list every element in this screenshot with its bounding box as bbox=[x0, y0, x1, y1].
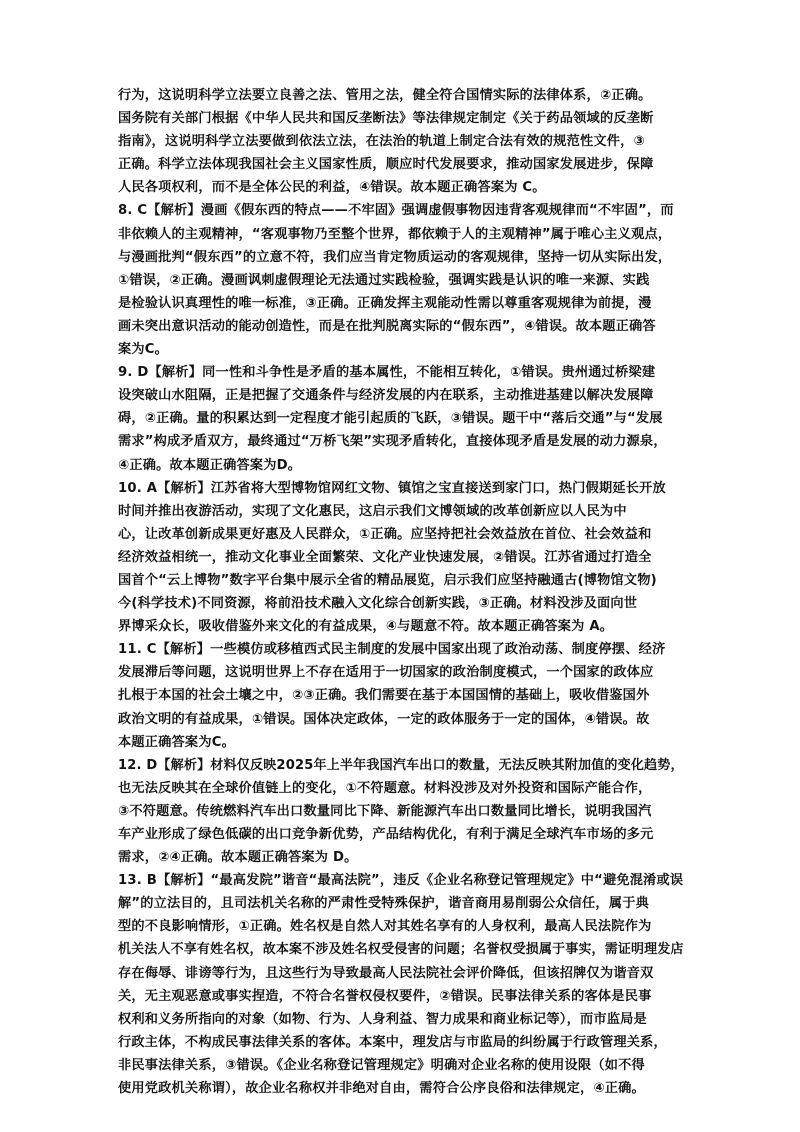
text-line: 非依赖人的主观精神，“客观事物乃至整个世界，都依赖于人的主观精神”属于唯心主义观点， bbox=[118, 226, 672, 242]
text-line: 指南》，这说明科学立法要做到依法立法，在法治的轨道上制定合法有效的规范性文件，③ bbox=[118, 134, 645, 150]
paragraph-answer-8 bbox=[118, 199, 684, 361]
text-line: 与漫画批判“假东西”的立意不符，我们应当肯定物质运动的客观规律，坚持一切从实际出发， bbox=[118, 249, 672, 265]
text-line: 政治文明的有益成果，①错误。国体决定政体，一定的政体服务于一定的国体，④错误。故 bbox=[118, 711, 650, 727]
text-line: 10. A【解析】江苏省将大型博物馆网红文物、镇馆之宝直接送到家门口，热门假期延长开放 bbox=[118, 480, 666, 496]
text-line: 8. C【解析】漫画《假东西的特点——不牢固》强调虚假事物因违背客观规律而“不牢固”，而 bbox=[118, 203, 674, 219]
text-line: 车产业形成了绿色低碳的出口竞争新优势，产品结构优化，有利于满足全球汽车市场的多元 bbox=[118, 827, 654, 842]
text-line: 非民事法律关系，③错误。《企业名称登记管理规定》明确对企业名称的使用设限（如不得 bbox=[118, 1057, 645, 1073]
text-line: 关，无主观恶意或事实捏造，不符合名誉权侵权要件，②错误。民事法律关系的客体是民事 bbox=[118, 988, 652, 1004]
text-line: 13. B【解析】“最高发院”谐音“最高法院”，违反《企业名称登记管理规定》中“避免混淆或误 bbox=[118, 873, 684, 889]
text-line: 时间并推出夜游活动，实现了文化惠民，这启示我们文博领域的改革创新应以人民为中 bbox=[118, 503, 627, 519]
text-line: 界博采众长，吸收借鉴外来文化的有益成果，④与题意不符。故本题正确答案为 A。 bbox=[118, 619, 614, 635]
text-line: 画未突出意识活动的能动创造性，而是在批判脱离实际的“假东西”，④错误。故本题正确答 bbox=[118, 318, 656, 334]
text-line: 12. D【解析】材料仅反映2025年上半年我国汽车出口的数量，无法反映其附加值的变化趋势， bbox=[118, 757, 684, 773]
text-line: 正确。科学立法体现我国社会主义国家性质，顺应时代发展要求，推动国家发展进步，保障 bbox=[118, 157, 654, 173]
text-line: 碍，②正确。量的积累达到一定程度才能引起质的飞跃，③错误。题干中“落后交通”与“发展 bbox=[118, 411, 663, 427]
text-line: 也无法反映其在全球价值链上的变化，①不符题意。材料没涉及对外投资和国际产能合作， bbox=[118, 780, 652, 796]
paragraph-answer-11 bbox=[118, 638, 684, 753]
text-line: 案为C。 bbox=[118, 342, 169, 358]
paragraph-answer-13 bbox=[118, 869, 684, 1100]
paragraph-answer-12 bbox=[118, 754, 684, 869]
text-line: 权利和义务所指向的对象（如物、行为、人身利益、智力成果和商业标记等），而市监局是 bbox=[118, 1011, 647, 1027]
text-line: 是检验认识真理性的唯一标准，③正确。正确发挥主观能动性需以尊重客观规律为前提，漫 bbox=[118, 295, 652, 311]
paragraph-answer-7-continuation bbox=[118, 84, 684, 199]
text-line: 今(科学技术)不同资源，将前沿技术融入文化综合创新实践，③正确。材料没涉及面向世 bbox=[118, 596, 638, 612]
text-line: 经济效益相统一，推动文化事业全面繁荣、文化产业快速发展，②错误。江苏省通过打造全 bbox=[118, 549, 652, 565]
text-line: 发展滞后等问题，这说明世界上不存在适用于一切国家的政治制度模式，一个国家的政体应 bbox=[118, 665, 654, 681]
text-line: 9. D【解析】同一性和斗争性是矛盾的基本属性，不能相互转化，①错误。贵州通过桥梁建 bbox=[118, 365, 656, 381]
text-line: 11. C【解析】一些模仿或移植西式民主制度的发展中国家出现了政治动荡、制度停摆、经济 bbox=[118, 642, 666, 658]
text-line: 行为，这说明科学立法要立良善之法、管用之法，健全符合国情实际的法律体系，②正确。 bbox=[118, 88, 652, 103]
text-line: 存在侮辱、诽谤等行为，且这些行为导致最高人民法院社会评价降低，但该招牌仅为谐音双 bbox=[118, 965, 654, 981]
text-line: 机关法人不享有姓名权，故本案不涉及姓名权受侵害的问题；名誉权受损属于事实，需证明理发店 bbox=[118, 942, 684, 958]
text-line: 扎根于本国的社会土壤之中，②③正确。我们需要在基于本国国情的基础上，吸收借鉴国外 bbox=[118, 688, 650, 704]
document-body bbox=[118, 84, 684, 1100]
text-line: 需求，②④正确。故本题正确答案为 D。 bbox=[118, 850, 358, 866]
text-line: 解”的立法目的，且司法机关名称的严肃性受特殊保护，谐音商用易削弱公众信任，属于典 bbox=[118, 896, 649, 912]
text-line: 型的不良影响情形，①正确。姓名权是自然人对其姓名享有的人身权利，最高人民法院作为 bbox=[118, 919, 652, 935]
text-line: 使用党政机关称谓），故企业名称权并非绝对自由，需符合公序良俗和法律规定，④正确。 bbox=[118, 1081, 645, 1097]
text-line: 设突破山水阻隔，正是把握了交通条件与经济发展的内在联系，主动推进基建以解决发展障 bbox=[118, 388, 654, 404]
text-line: 行政主体，不构成民事法律关系的客体。本案中，理发店与市监局的纠纷属于行政管理关系， bbox=[118, 1034, 667, 1050]
text-line: 国首个“云上博物”数字平台集中展示全省的精品展览，启示我们应坚持融通古(博物馆文物) bbox=[118, 572, 657, 588]
text-line: ③不符题意。传统燃料汽车出口数量同比下降、新能源汽车出口数量同比增长，说明我国汽 bbox=[118, 803, 652, 819]
text-line: 本题正确答案为C。 bbox=[118, 734, 235, 750]
text-line: ①错误，②正确。漫画讽刺虚假理论无法通过实践检验，强调实践是认识的唯一来源、实践 bbox=[118, 272, 650, 288]
paragraph-answer-10 bbox=[118, 477, 684, 639]
text-line: 心，让改革创新成果更好惠及人民群众，①正确。应坚持把社会效益放在首位、社会效益和 bbox=[118, 526, 652, 542]
paragraph-answer-9 bbox=[118, 361, 684, 476]
text-line: ④正确。故本题正确答案为D。 bbox=[118, 457, 302, 473]
text-line: 国务院有关部门根据《中华人民共和国反垄断法》等法律规定制定《关于药品领域的反垄断 bbox=[118, 111, 654, 127]
text-line: 人民各项权利，而不是全体公民的利益，④错误。故本题正确答案为 C。 bbox=[118, 180, 546, 196]
text-line: 需求”构成矛盾双方，最终通过“万桥飞架”实现矛盾转化，直接体现矛盾是发展的动力源泉， bbox=[118, 434, 667, 450]
